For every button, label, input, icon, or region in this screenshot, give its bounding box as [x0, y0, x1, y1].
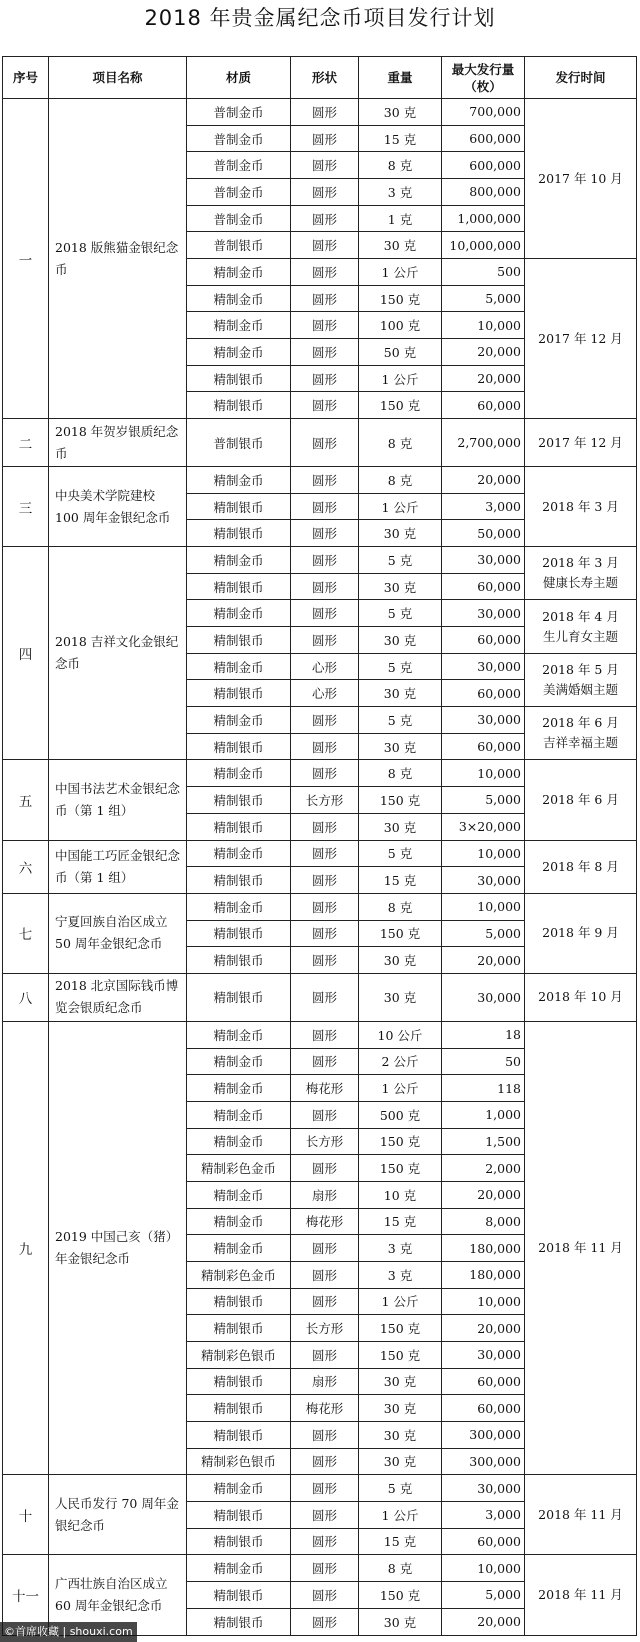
quantity-cell: 50 — [442, 1048, 525, 1075]
material-cell: 精制银币 — [187, 365, 291, 392]
material-cell: 精制银币 — [187, 813, 291, 840]
issue-date-cell: 2018 年 11 月 — [525, 1475, 637, 1555]
shape-cell: 圆形 — [291, 1448, 359, 1475]
quantity-cell: 10,000 — [442, 893, 525, 920]
issue-date-cell — [525, 707, 637, 760]
shape-cell: 心形 — [291, 653, 359, 680]
quantity-cell: 10,000 — [442, 1288, 525, 1315]
project-index: 二 — [3, 419, 49, 467]
weight-cell: 30 克 — [359, 680, 442, 707]
material-cell: 普制金币 — [187, 152, 291, 179]
material-cell: 精制银币 — [187, 1421, 291, 1448]
quantity-cell: 20,000 — [442, 339, 525, 366]
shape-cell: 扇形 — [291, 1368, 359, 1395]
weight-cell: 150 克 — [359, 1128, 442, 1155]
quantity-cell: 2,700,000 — [442, 419, 525, 467]
issue-date-cell: 2018 年 6 月 — [525, 760, 637, 840]
quantity-cell: 600,000 — [442, 152, 525, 179]
issue-date-text: 2018 年 6 月 — [542, 715, 619, 731]
project-name: 人民币发行 70 周年金银纪念币 — [49, 1475, 187, 1555]
material-cell: 精制金币 — [187, 600, 291, 627]
quantity-cell: 118 — [442, 1075, 525, 1102]
shape-cell: 圆形 — [291, 1021, 359, 1048]
shape-cell: 梅花形 — [291, 1395, 359, 1422]
quantity-cell: 20,000 — [442, 467, 525, 494]
material-cell: 精制银币 — [187, 867, 291, 894]
material-cell: 精制银币 — [187, 1582, 291, 1609]
project-index: 五 — [3, 760, 49, 840]
weight-cell: 50 克 — [359, 339, 442, 366]
weight-cell: 8 克 — [359, 152, 442, 179]
shape-cell: 圆形 — [291, 152, 359, 179]
shape-cell: 圆形 — [291, 840, 359, 867]
weight-cell: 15 克 — [359, 125, 442, 152]
shape-cell: 梅花形 — [291, 1208, 359, 1235]
table-row — [3, 547, 637, 574]
material-cell: 精制银币 — [187, 973, 291, 1021]
col-header-index: 序号 — [3, 57, 49, 99]
col-header-shape: 形状 — [291, 57, 359, 99]
theme-text: 生儿育女主题 — [542, 628, 618, 644]
material-cell: 精制彩色金币 — [187, 1155, 291, 1182]
issue-date-cell: 2017 年 12 月 — [525, 259, 637, 419]
shape-cell: 长方形 — [291, 787, 359, 814]
weight-cell: 500 克 — [359, 1101, 442, 1128]
shape-cell: 圆形 — [291, 1608, 359, 1635]
table-row — [3, 840, 637, 867]
issue-date-cell: 2018 年 3 月 — [525, 467, 637, 547]
material-cell: 精制金币 — [187, 1128, 291, 1155]
quantity-cell: 30,000 — [442, 653, 525, 680]
col-header-date: 发行时间 — [525, 57, 637, 99]
project-index: 一 — [3, 99, 49, 419]
weight-cell: 30 克 — [359, 973, 442, 1021]
shape-cell: 圆形 — [291, 1582, 359, 1609]
page-title: 2018 年贵金属纪念币项目发行计划 — [144, 6, 496, 30]
material-cell: 精制金币 — [187, 840, 291, 867]
project-index: 四 — [3, 547, 49, 760]
weight-cell: 30 克 — [359, 1368, 442, 1395]
quantity-cell: 10,000,000 — [442, 232, 525, 259]
quantity-cell: 30,000 — [442, 547, 525, 574]
shape-cell: 圆形 — [291, 1528, 359, 1555]
material-cell: 精制金币 — [187, 1181, 291, 1208]
shape-cell: 圆形 — [291, 419, 359, 467]
material-cell: 精制银币 — [187, 1368, 291, 1395]
issue-date-cell: 2018 年 11 月 — [525, 1021, 637, 1474]
weight-cell: 150 克 — [359, 1315, 442, 1342]
watermark: ©首席收藏 | shouxi.com — [0, 1622, 137, 1642]
quantity-cell: 600,000 — [442, 125, 525, 152]
weight-cell: 5 克 — [359, 600, 442, 627]
table-row — [3, 1021, 637, 1048]
quantity-cell: 5,000 — [442, 1582, 525, 1609]
shape-cell: 圆形 — [291, 1261, 359, 1288]
table-row — [3, 1555, 637, 1582]
material-cell: 精制金币 — [187, 339, 291, 366]
shape-cell: 圆形 — [291, 467, 359, 494]
weight-cell: 30 克 — [359, 573, 442, 600]
weight-cell: 15 克 — [359, 1528, 442, 1555]
weight-cell: 1 克 — [359, 205, 442, 232]
shape-cell: 圆形 — [291, 312, 359, 339]
project-name: 2018 版熊猫金银纪念币 — [49, 99, 187, 419]
quantity-cell: 50,000 — [442, 520, 525, 547]
material-cell: 精制银币 — [187, 1528, 291, 1555]
shape-cell: 圆形 — [291, 1048, 359, 1075]
quantity-cell: 3×20,000 — [442, 813, 525, 840]
shape-cell: 圆形 — [291, 205, 359, 232]
material-cell: 精制金币 — [187, 653, 291, 680]
table-row — [3, 99, 637, 126]
quantity-cell: 180,000 — [442, 1235, 525, 1262]
weight-cell: 150 克 — [359, 1155, 442, 1182]
issue-date-cell — [525, 653, 637, 706]
quantity-cell: 1,000,000 — [442, 205, 525, 232]
material-cell: 精制银币 — [187, 920, 291, 947]
shape-cell: 圆形 — [291, 547, 359, 574]
project-index: 三 — [3, 467, 49, 547]
weight-cell: 150 克 — [359, 787, 442, 814]
weight-cell: 3 克 — [359, 1235, 442, 1262]
quantity-cell: 10,000 — [442, 1555, 525, 1582]
weight-cell: 5 克 — [359, 653, 442, 680]
material-cell: 精制金币 — [187, 1021, 291, 1048]
weight-cell: 1 公斤 — [359, 365, 442, 392]
table-body — [3, 99, 637, 1636]
issue-date-cell: 2017 年 12 月 — [525, 419, 637, 467]
quantity-cell: 30,000 — [442, 1341, 525, 1368]
shape-cell: 圆形 — [291, 1341, 359, 1368]
quantity-cell: 60,000 — [442, 392, 525, 419]
weight-cell: 5 克 — [359, 707, 442, 734]
issue-date-cell: 2018 年 9 月 — [525, 893, 637, 973]
material-cell: 精制金币 — [187, 1101, 291, 1128]
col-header-quantity: 最大发行量（枚） — [442, 57, 525, 99]
quantity-cell: 5,000 — [442, 787, 525, 814]
quantity-cell: 30,000 — [442, 973, 525, 1021]
quantity-cell: 3,000 — [442, 493, 525, 520]
shape-cell: 圆形 — [291, 1555, 359, 1582]
shape-cell: 圆形 — [291, 1155, 359, 1182]
project-name: 2018 年贺岁银质纪念币 — [49, 419, 187, 467]
weight-cell: 1 公斤 — [359, 493, 442, 520]
project-name: 中央美术学院建校 100 周年金银纪念币 — [49, 467, 187, 547]
quantity-cell: 300,000 — [442, 1421, 525, 1448]
issue-date-cell: 2018 年 10 月 — [525, 973, 637, 1021]
weight-cell: 150 克 — [359, 1582, 442, 1609]
col-header-name: 项目名称 — [49, 57, 187, 99]
issue-date-cell: 2018 年 11 月 — [525, 1555, 637, 1636]
weight-cell: 30 克 — [359, 733, 442, 760]
quantity-cell: 60,000 — [442, 733, 525, 760]
quantity-cell: 60,000 — [442, 680, 525, 707]
theme-text: 吉祥幸福主题 — [542, 735, 618, 751]
issue-date-cell — [525, 547, 637, 600]
quantity-cell: 180,000 — [442, 1261, 525, 1288]
quantity-cell: 8,000 — [442, 1208, 525, 1235]
material-cell: 精制银币 — [187, 627, 291, 654]
shape-cell: 圆形 — [291, 973, 359, 1021]
weight-cell: 8 克 — [359, 760, 442, 787]
shape-cell: 圆形 — [291, 707, 359, 734]
weight-cell: 30 克 — [359, 99, 442, 126]
table-row — [3, 467, 637, 494]
material-cell: 普制金币 — [187, 99, 291, 126]
shape-cell: 圆形 — [291, 285, 359, 312]
quantity-cell: 60,000 — [442, 627, 525, 654]
weight-cell: 1 公斤 — [359, 1075, 442, 1102]
material-cell: 精制银币 — [187, 733, 291, 760]
quantity-cell: 20,000 — [442, 1181, 525, 1208]
material-cell: 精制金币 — [187, 1208, 291, 1235]
material-cell: 精制银币 — [187, 680, 291, 707]
shape-cell: 圆形 — [291, 867, 359, 894]
quantity-cell: 20,000 — [442, 947, 525, 974]
shape-cell: 长方形 — [291, 1128, 359, 1155]
project-index: 十一 — [3, 1555, 49, 1636]
weight-cell: 150 克 — [359, 1341, 442, 1368]
project-name: 2019 中国己亥（猪）年金银纪念币 — [49, 1021, 187, 1474]
issue-date-cell — [525, 600, 637, 653]
material-cell: 精制金币 — [187, 467, 291, 494]
shape-cell: 圆形 — [291, 339, 359, 366]
quantity-cell: 1,000 — [442, 1101, 525, 1128]
weight-cell: 2 公斤 — [359, 1048, 442, 1075]
weight-cell: 30 克 — [359, 1448, 442, 1475]
weight-cell: 8 克 — [359, 893, 442, 920]
material-cell: 精制银币 — [187, 493, 291, 520]
shape-cell: 圆形 — [291, 1288, 359, 1315]
header-row — [3, 57, 637, 99]
table-row — [3, 760, 637, 787]
shape-cell: 圆形 — [291, 893, 359, 920]
weight-cell: 8 克 — [359, 1555, 442, 1582]
material-cell: 精制银币 — [187, 947, 291, 974]
col-header-weight: 重量 — [359, 57, 442, 99]
material-cell: 精制金币 — [187, 1555, 291, 1582]
project-name: 宁夏回族自治区成立 50 周年金银纪念币 — [49, 893, 187, 973]
material-cell: 精制金币 — [187, 707, 291, 734]
shape-cell: 圆形 — [291, 920, 359, 947]
material-cell: 精制彩色银币 — [187, 1448, 291, 1475]
shape-cell: 圆形 — [291, 365, 359, 392]
shape-cell: 圆形 — [291, 813, 359, 840]
weight-cell: 30 克 — [359, 1608, 442, 1635]
quantity-cell: 20,000 — [442, 1315, 525, 1342]
shape-cell: 圆形 — [291, 493, 359, 520]
theme-text: 美满婚姻主题 — [542, 681, 618, 697]
issue-date-text: 2018 年 4 月 — [542, 608, 619, 624]
weight-cell: 150 克 — [359, 392, 442, 419]
shape-cell: 圆形 — [291, 733, 359, 760]
quantity-cell: 300,000 — [442, 1448, 525, 1475]
weight-cell: 30 克 — [359, 813, 442, 840]
weight-cell: 1 公斤 — [359, 1288, 442, 1315]
weight-cell: 30 克 — [359, 947, 442, 974]
weight-cell: 150 克 — [359, 920, 442, 947]
weight-cell: 150 克 — [359, 285, 442, 312]
weight-cell: 15 克 — [359, 867, 442, 894]
material-cell: 精制银币 — [187, 1501, 291, 1528]
quantity-cell: 5,000 — [442, 920, 525, 947]
shape-cell: 圆形 — [291, 627, 359, 654]
weight-cell: 10 克 — [359, 1181, 442, 1208]
material-cell: 精制银币 — [187, 1288, 291, 1315]
weight-cell: 10 公斤 — [359, 1021, 442, 1048]
weight-cell: 3 克 — [359, 1261, 442, 1288]
material-cell: 精制金币 — [187, 1475, 291, 1502]
material-cell: 普制银币 — [187, 232, 291, 259]
project-index: 九 — [3, 1021, 49, 1474]
weight-cell: 5 克 — [359, 1475, 442, 1502]
shape-cell: 圆形 — [291, 232, 359, 259]
material-cell: 普制银币 — [187, 419, 291, 467]
quantity-cell: 60,000 — [442, 573, 525, 600]
quantity-cell: 5,000 — [442, 285, 525, 312]
shape-cell: 圆形 — [291, 1421, 359, 1448]
table-row — [3, 419, 637, 467]
quantity-cell: 20,000 — [442, 1608, 525, 1635]
shape-cell: 长方形 — [291, 1315, 359, 1342]
material-cell: 精制金币 — [187, 893, 291, 920]
shape-cell: 圆形 — [291, 125, 359, 152]
table-row — [3, 973, 637, 1021]
material-cell: 精制银币 — [187, 1395, 291, 1422]
table-row — [3, 893, 637, 920]
quantity-cell: 500 — [442, 259, 525, 286]
weight-cell: 15 克 — [359, 1208, 442, 1235]
project-name: 2018 吉祥文化金银纪念币 — [49, 547, 187, 760]
col-header-material: 材质 — [187, 57, 291, 99]
weight-cell: 8 克 — [359, 419, 442, 467]
weight-cell: 5 克 — [359, 547, 442, 574]
shape-cell: 圆形 — [291, 1501, 359, 1528]
material-cell: 精制彩色金币 — [187, 1261, 291, 1288]
shape-cell: 圆形 — [291, 259, 359, 286]
shape-cell: 圆形 — [291, 760, 359, 787]
material-cell: 精制银币 — [187, 1608, 291, 1635]
quantity-cell: 30,000 — [442, 707, 525, 734]
quantity-cell: 800,000 — [442, 179, 525, 206]
shape-cell: 圆形 — [291, 179, 359, 206]
project-name: 广西壮族自治区成立 60 周年金银纪念币 — [49, 1555, 187, 1636]
project-index: 六 — [3, 840, 49, 893]
shape-cell: 圆形 — [291, 1101, 359, 1128]
weight-cell: 3 克 — [359, 179, 442, 206]
shape-cell: 圆形 — [291, 520, 359, 547]
quantity-cell: 20,000 — [442, 365, 525, 392]
material-cell: 精制银币 — [187, 392, 291, 419]
material-cell: 精制彩色银币 — [187, 1341, 291, 1368]
project-index: 八 — [3, 973, 49, 1021]
table-row — [3, 1475, 637, 1502]
issue-date-text: 2018 年 5 月 — [542, 661, 619, 677]
material-cell: 普制金币 — [187, 125, 291, 152]
material-cell: 精制金币 — [187, 1235, 291, 1262]
weight-cell: 30 克 — [359, 627, 442, 654]
quantity-cell: 60,000 — [442, 1368, 525, 1395]
shape-cell: 梅花形 — [291, 1075, 359, 1102]
quantity-cell: 60,000 — [442, 1395, 525, 1422]
project-name: 2018 北京国际钱币博览会银质纪念币 — [49, 973, 187, 1021]
quantity-cell: 10,000 — [442, 760, 525, 787]
project-name: 中国能工巧匠金银纪念币（第 1 组） — [49, 840, 187, 893]
project-index: 十 — [3, 1475, 49, 1555]
quantity-cell: 2,000 — [442, 1155, 525, 1182]
weight-cell: 5 克 — [359, 840, 442, 867]
quantity-cell: 18 — [442, 1021, 525, 1048]
material-cell: 精制金币 — [187, 1075, 291, 1102]
material-cell: 精制金币 — [187, 312, 291, 339]
shape-cell: 圆形 — [291, 947, 359, 974]
shape-cell: 圆形 — [291, 573, 359, 600]
project-index: 七 — [3, 893, 49, 973]
issuance-plan-table — [2, 56, 637, 1636]
weight-cell: 1 公斤 — [359, 259, 442, 286]
weight-cell: 30 克 — [359, 520, 442, 547]
material-cell: 精制银币 — [187, 573, 291, 600]
weight-cell: 30 克 — [359, 1395, 442, 1422]
quantity-cell: 700,000 — [442, 99, 525, 126]
material-cell: 精制金币 — [187, 1048, 291, 1075]
quantity-cell: 10,000 — [442, 840, 525, 867]
project-name: 中国书法艺术金银纪念币（第 1 组） — [49, 760, 187, 840]
weight-cell: 1 公斤 — [359, 1501, 442, 1528]
shape-cell: 圆形 — [291, 392, 359, 419]
weight-cell: 100 克 — [359, 312, 442, 339]
shape-cell: 圆形 — [291, 1235, 359, 1262]
issue-date-cell: 2018 年 8 月 — [525, 840, 637, 893]
quantity-cell: 1,500 — [442, 1128, 525, 1155]
shape-cell: 扇形 — [291, 1181, 359, 1208]
quantity-cell: 30,000 — [442, 1475, 525, 1502]
material-cell: 普制金币 — [187, 205, 291, 232]
quantity-cell: 30,000 — [442, 600, 525, 627]
weight-cell: 8 克 — [359, 467, 442, 494]
issue-date-text: 2018 年 3 月 — [542, 555, 619, 571]
shape-cell: 圆形 — [291, 600, 359, 627]
material-cell: 精制银币 — [187, 787, 291, 814]
theme-text: 健康长寿主题 — [542, 575, 618, 591]
material-cell: 精制金币 — [187, 547, 291, 574]
issue-date-cell: 2017 年 10 月 — [525, 99, 637, 259]
weight-cell: 30 克 — [359, 232, 442, 259]
quantity-cell: 30,000 — [442, 867, 525, 894]
material-cell: 精制银币 — [187, 1315, 291, 1342]
quantity-cell: 3,000 — [442, 1501, 525, 1528]
quantity-cell: 60,000 — [442, 1528, 525, 1555]
material-cell: 精制金币 — [187, 760, 291, 787]
material-cell: 普制金币 — [187, 179, 291, 206]
material-cell: 精制金币 — [187, 259, 291, 286]
weight-cell: 30 克 — [359, 1421, 442, 1448]
material-cell: 精制银币 — [187, 520, 291, 547]
quantity-cell: 10,000 — [442, 312, 525, 339]
shape-cell: 圆形 — [291, 99, 359, 126]
material-cell: 精制金币 — [187, 285, 291, 312]
shape-cell: 心形 — [291, 680, 359, 707]
shape-cell: 圆形 — [291, 1475, 359, 1502]
